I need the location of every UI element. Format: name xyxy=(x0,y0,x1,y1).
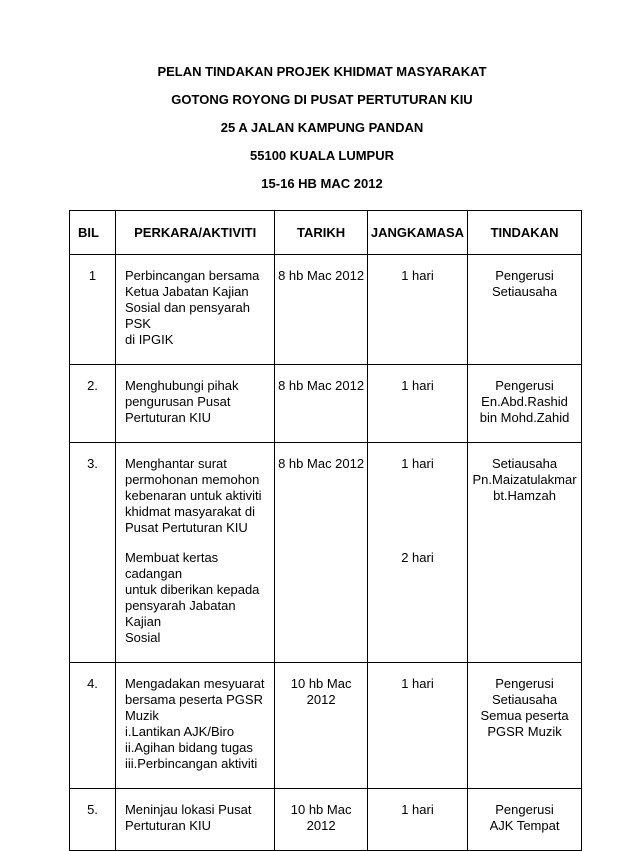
row-number: 1 xyxy=(88,268,97,283)
activity-text: Muzik xyxy=(124,708,159,723)
cell-tindakan xyxy=(468,789,582,851)
cell-tindakan xyxy=(468,365,582,443)
responsible-text: Setiausaha xyxy=(492,456,558,471)
cell-tarikh xyxy=(275,443,368,663)
activity-text: untuk diberikan kepada xyxy=(124,582,260,597)
date-text: 10 hb Mac xyxy=(290,802,352,817)
table-body xyxy=(70,255,582,851)
activity-text: Pusat Pertuturan KIU xyxy=(124,520,248,535)
header-tindakan: TINDAKAN xyxy=(468,211,582,255)
activity-text: pensyarah Jabatan Kajian xyxy=(124,598,236,629)
activity-text: Sosial xyxy=(124,630,161,645)
row-number: 5. xyxy=(87,802,98,817)
cell-tindakan xyxy=(468,443,582,663)
date-text: 10 hb Mac xyxy=(290,676,352,691)
date-text: 8 hb Mac 2012 xyxy=(278,268,365,283)
cell-perkara xyxy=(115,663,274,789)
activity-text: bersama peserta PGSR xyxy=(124,692,263,707)
cell-jangkamasa xyxy=(367,663,467,789)
address-line: 25 A JALAN KAMPUNG PANDAN xyxy=(220,120,424,135)
header-jangkamasa: JANGKAMASA xyxy=(367,211,467,255)
duration-text: 1 hari xyxy=(401,456,434,471)
responsible-text: Setiausaha xyxy=(492,284,558,299)
responsible-text: Pengerusi xyxy=(495,268,554,283)
cell-jangkamasa xyxy=(367,255,467,365)
header-perkara: PERKARA/AKTIVITI xyxy=(115,211,274,255)
action-plan-table xyxy=(69,210,582,851)
table-row xyxy=(70,255,582,365)
duration-text: 1 hari xyxy=(401,268,434,283)
cell-perkara xyxy=(115,365,274,443)
responsible-text: bt.Hamzah xyxy=(493,488,556,503)
activity-text: Meninjau lokasi Pusat xyxy=(124,802,252,817)
activity-text: khidmat masyarakat di xyxy=(124,504,256,519)
duration-text: 2 hari xyxy=(401,550,434,565)
cell-bil xyxy=(70,789,116,851)
cell-jangkamasa xyxy=(367,365,467,443)
cell-perkara xyxy=(115,789,274,851)
activity-text: Ketua Jabatan Kajian xyxy=(124,284,249,299)
document-title-block xyxy=(0,64,638,204)
table-row xyxy=(70,443,582,663)
duration-text: 1 hari xyxy=(401,676,434,691)
event-date: 15-16 HB MAC 2012 xyxy=(261,176,383,191)
document-subtitle: GOTONG ROYONG DI PUSAT PERTUTURAN KIU xyxy=(171,92,473,107)
cell-perkara xyxy=(115,255,274,365)
responsible-text: Pengerusi xyxy=(495,378,554,393)
table-row xyxy=(70,663,582,789)
cell-jangkamasa xyxy=(367,443,467,663)
responsible-text: Pengerusi xyxy=(495,802,554,817)
responsible-text: AJK Tempat xyxy=(489,818,560,833)
responsible-text: En.Abd.Rashid xyxy=(481,394,568,409)
row-number: 3. xyxy=(87,456,98,471)
activity-text: iii.Perbincangan aktiviti xyxy=(124,756,258,771)
cell-bil xyxy=(70,255,116,365)
header-tarikh: TARIKH xyxy=(275,211,368,255)
row-number: 2. xyxy=(87,378,98,393)
activity-text: Menghubungi pihak xyxy=(124,378,239,393)
responsible-text: Semua peserta xyxy=(480,708,569,723)
activity-text: ii.Agihan bidang tugas xyxy=(124,740,253,755)
activity-text: Sosial dan pensyarah PSK xyxy=(124,300,250,331)
activity-text: kebenaran untuk aktiviti xyxy=(124,488,262,503)
activity-text: i.Lantikan AJK/Biro xyxy=(124,724,235,739)
activity-text: Menghantar surat xyxy=(124,456,227,471)
cell-tarikh xyxy=(275,663,368,789)
duration-text: 1 hari xyxy=(401,802,434,817)
table-row xyxy=(70,365,582,443)
table-row xyxy=(70,789,582,851)
responsible-text: Setiausaha xyxy=(492,692,558,707)
activity-text: permohonan memohon xyxy=(124,472,260,487)
activity-text: pengurusan Pusat xyxy=(124,394,231,409)
cell-tarikh xyxy=(275,255,368,365)
date-text: 2012 xyxy=(306,692,336,707)
activity-text: di IPGIK xyxy=(124,332,174,347)
responsible-text: PGSR Muzik xyxy=(487,724,562,739)
date-text: 2012 xyxy=(306,818,336,833)
cell-tindakan xyxy=(468,255,582,365)
activity-text: Pertuturan KIU xyxy=(124,818,211,833)
responsible-text: Pn.Maizatulakmar xyxy=(472,472,577,487)
cell-tarikh xyxy=(275,789,368,851)
cell-tindakan xyxy=(468,663,582,789)
cell-bil xyxy=(70,443,116,663)
cell-tarikh xyxy=(275,365,368,443)
table-header-row xyxy=(70,211,582,255)
cell-perkara xyxy=(115,443,274,663)
responsible-text: bin Mohd.Zahid xyxy=(479,410,570,425)
activity-text: Mengadakan mesyuarat xyxy=(124,676,265,691)
cell-bil xyxy=(70,365,116,443)
date-text: 8 hb Mac 2012 xyxy=(278,456,365,471)
document-title: PELAN TINDAKAN PROJEK KHIDMAT MASYARAKAT xyxy=(157,64,487,79)
responsible-text: Pengerusi xyxy=(495,676,554,691)
activity-text: Pertuturan KIU xyxy=(124,410,211,425)
row-number: 4. xyxy=(87,676,98,691)
activity-text: Perbincangan bersama xyxy=(124,268,260,283)
header-bil: BIL xyxy=(70,211,116,255)
cell-bil xyxy=(70,663,116,789)
activity-text: Membuat kertas cadangan xyxy=(124,550,219,581)
duration-text: 1 hari xyxy=(401,378,434,393)
date-text: 8 hb Mac 2012 xyxy=(278,378,365,393)
postcode-city: 55100 KUALA LUMPUR xyxy=(250,148,394,163)
cell-jangkamasa xyxy=(367,789,467,851)
